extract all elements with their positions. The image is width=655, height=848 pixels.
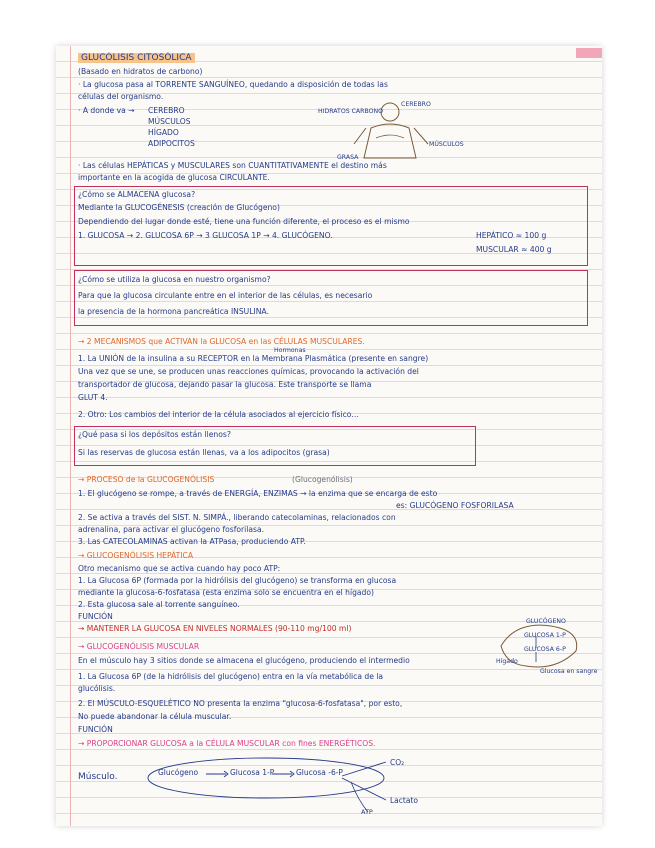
page-title: GLUCÓLISIS CITOSÓLICA [78,52,592,64]
flow-label: Músculo. [78,772,118,782]
sketch-label: HIDRATOS CARBONO [318,108,383,115]
section-heading: → 2 MECANISMOS que ACTIVAN la GLUCOSA en las CÉLULAS MUSCULARES. [78,337,365,346]
section-heading: → GLUCOGENÓLISIS MUSCULAR [78,642,200,651]
sketch-label: MÚSCULOS [429,141,464,148]
sketch-label: Hígado [496,658,518,665]
box-text: Para que la glucosa circulante entre en el interior de las células, es necesario [78,291,373,300]
note-line: 1. El glucógeno se rompe, a través de ENERGÍA, ENZIMAS → la enzima que se encarga de esto [78,489,438,498]
note-line: mediante la glucosa-6-fosfatasa (esta enzima solo se encuentra en el hígado) [78,588,374,597]
sketch-label: GRASA [337,154,359,161]
flow-node: Glucógeno [158,768,199,777]
flow-atp-label: ATP [361,808,373,816]
sketch-label: Glucosa en sangre [540,668,598,675]
note-line: No puede abandonar la célula muscular. [78,712,232,721]
note-line: Otro mecanismo que se activa cuando hay poco ATP: [78,564,281,573]
notebook-page [56,46,602,826]
note-line: células del organismo. [78,92,164,101]
flow-node: Glucosa -6-P [296,768,343,777]
sketch-label: GLUCOSA 6-P [524,646,566,653]
box-text: la presencia de la hormona pancreática INSULINA. [78,307,269,316]
note-line: · La glucosa pasa al TORRENTE SANGUÍNEO, quedando a disposición de todas las [78,80,388,89]
note-line: adrenalina, para activar el glucógeno fosforilasa. [78,525,265,534]
box-text: Si las reservas de glucosa están llenas, va a los adipocitos (grasa) [78,448,330,457]
box-side-note: HEPÁTICO ≈ 100 g [476,231,547,240]
box-text: Dependiendo del lugar donde esté, tiene una función diferente, el proceso es el mismo [78,217,410,226]
note-line: importante en la acogida de glucosa CIRCULANTE. [78,173,270,182]
note-line: 2. Esta glucosa sale al torrente sanguíneo. [78,600,240,609]
function-line: → PROPORCIONAR GLUCOSA a la CÉLULA MUSCULAR con fines ENERGÉTICOS. [78,739,376,748]
box-side-note: MUSCULAR ≈ 400 g [476,245,552,254]
organ-item: CEREBRO [148,106,185,115]
note-line: 1. La Glucosa 6P (de la hidrólisis del glucógeno) entra en la vía metabólica de la [78,672,384,681]
flow-output: CO₂ [390,758,405,767]
muscle-flow-diagram [146,752,506,822]
organ-item: MÚSCULOS [148,117,191,126]
sketch-label: CEREBRO [401,101,431,108]
section-heading: → GLUCOGENÓLISIS HEPÁTICA [78,551,194,560]
sketch-label: GLUCÓGENO [526,618,566,625]
note-line: 2. Otro: Los cambios del interior de la célula asociados al ejercicio físico… [78,410,360,419]
box-text: 1. GLUCOSA → 2. GLUCOSA 6P → 3 GLUCOSA 1P → 4. GLUCÓGENO. [78,231,333,240]
note-line: glucólisis. [78,684,116,693]
note-line: Una vez que se une, se producen unas reacciones químicas, provocando la activación del [78,367,419,376]
box-question: ¿Cómo se ALMACENA glucosa? [78,190,196,199]
box-question: ¿Cómo se utiliza la glucosa en nuestro organismo? [78,275,271,284]
margin-note: Hormonas [274,347,306,354]
box-text: Mediante la GLUCOGÉNESIS (creación de Glucógeno) [78,203,280,212]
box-question: ¿Qué pasa si los depósitos están llenos? [78,430,231,439]
note-line: transportador de glucosa, dejando pasar la glucosa. Este transporte se llama [78,380,372,389]
note-line: 2. Se activa a través del SIST. N. SIMPÁ., liberando catecolaminas, relacionados con [78,513,396,522]
note-line: 2. El MÚSCULO-ESQUELÉTICO NO presenta la enzima "glucosa-6-fosfatasa", por esto, [78,699,403,708]
organ-item: ADIPOCITOS [148,139,195,148]
note-line: GLUT 4. [78,393,108,402]
function-line: → MANTENER LA GLUCOSA EN NIVELES NORMALES (90-110 mg/100 ml) [78,624,352,633]
note-line: · A donde va → [78,106,135,115]
note-line: FUNCIÓN [78,725,113,734]
page-margin-line [70,46,71,826]
note-line: (Basado en hidratos de carbono) [78,67,203,76]
organ-item: HÍGADO [148,128,179,137]
note-line: 1. La Glucosa 6P (formada por la hidrólisis del glucógeno) se transforma en glucosa [78,576,397,585]
sketch-label: GLUCOSA 1-P [524,632,566,639]
flow-node: Glucosa 1-P [230,768,275,777]
note-line: 3. Las CATECOLAMINAS activan la ATPasa, produciendo ATP. [78,537,306,546]
note-line: 1. La UNIÓN de la insulina a su RECEPTOR en la Membrana Plasmática (presente en sangre) [78,354,429,363]
section-subheading: (Glucogenólisis) [292,475,353,484]
note-line: En el músculo hay 3 sitios donde se almacena el glucógeno, produciendo el intermedio [78,656,410,665]
note-line: · Las células HEPÁTICAS y MUSCULARES son CUANTITATIVAMENTE el destino más [78,161,387,170]
note-line: FUNCIÓN [78,612,113,621]
note-line: es: GLUCÓGENO FOSFORILASA [396,501,514,510]
section-heading: → PROCESO de la GLUCOGENÓLISIS [78,475,215,484]
flow-output: Lactato [390,796,418,805]
